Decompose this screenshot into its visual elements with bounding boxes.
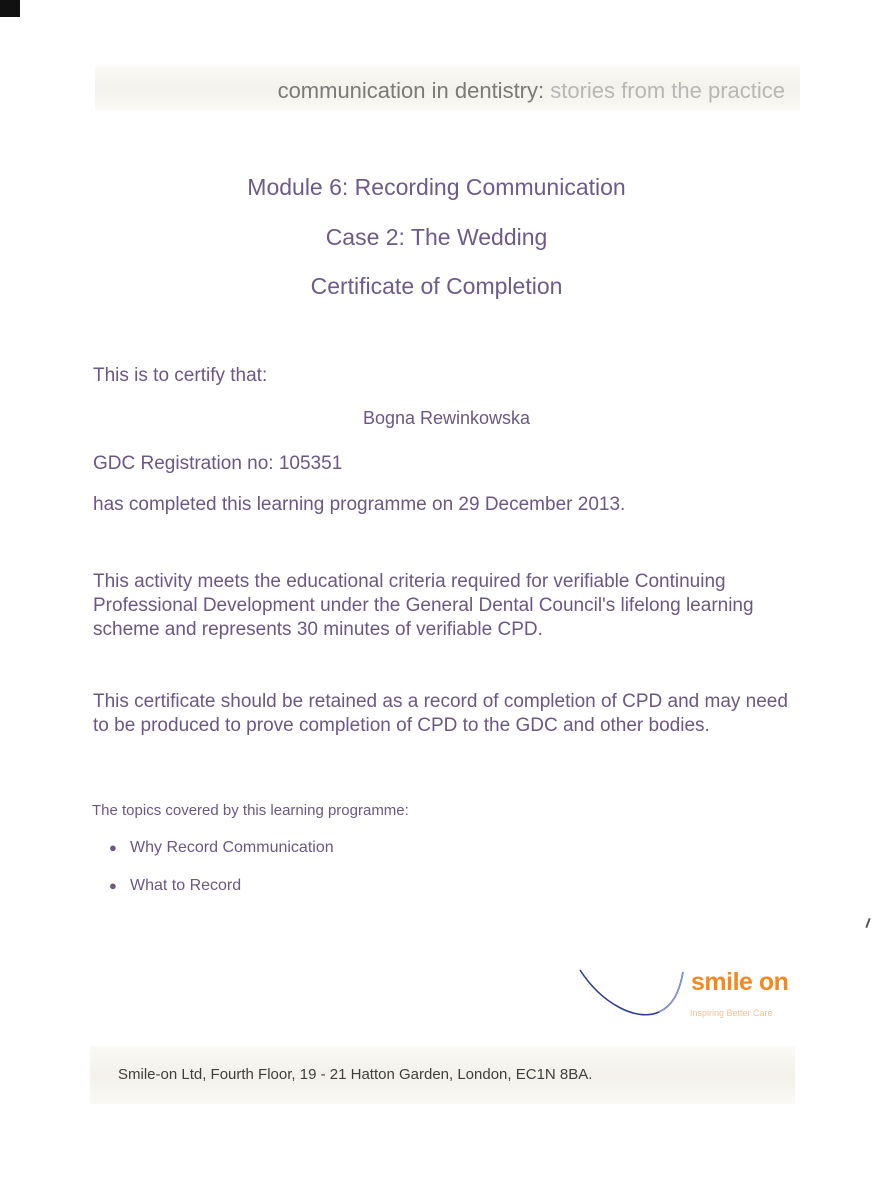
scan-corner-mark [0, 0, 20, 17]
swoosh-logo-icon [577, 964, 689, 1026]
module-title: Module 6: Recording Communication [247, 174, 626, 200]
topic-label: Why Record Communication [130, 839, 334, 856]
recipient-name: Bogna Rewinkowska [362, 408, 531, 428]
case-title: Case 2: The Wedding [325, 224, 548, 250]
footer-address: Smile-on Ltd, Fourth Floor, 19 - 21 Hatton Garden, London, EC1N 8BA. [118, 1066, 593, 1083]
cpd-criteria-paragraph: This activity meets the educational criteria required for verifiable Continuing Professional Development under the General Dental Council's lifelong learning scheme and represents 30 minutes of verifiable CPD. [93, 571, 754, 640]
registration-number: GDC Registration no: 105351 [93, 453, 343, 474]
topics-list [109, 838, 334, 914]
completion-statement: has completed this learning programme on 29 December 2013. [93, 494, 626, 515]
certificate-title: Certificate of Completion [310, 273, 563, 299]
series-title [278, 78, 785, 104]
series-title-main: communication in dentistry: [277, 78, 545, 103]
retain-certificate-paragraph: This certificate should be retained as a record of completion of CPD and may need to be produced to prove completion of CPD to the GDC and other bodies. [93, 691, 788, 736]
list-item [109, 838, 334, 876]
logo-tagline: Inspiring Better Care [690, 1008, 773, 1018]
bullet-icon: ● [109, 878, 117, 893]
list-item [109, 876, 334, 914]
scan-edge-mark [865, 918, 870, 928]
certify-intro: This is to certify that: [93, 365, 268, 386]
topics-heading: The topics covered by this learning programme: [92, 802, 409, 819]
bullet-icon: ● [109, 840, 117, 855]
series-title-sub: stories from the practice [544, 78, 785, 103]
topic-label: What to Record [130, 877, 242, 894]
logo-wordmark: smile on [691, 968, 789, 996]
